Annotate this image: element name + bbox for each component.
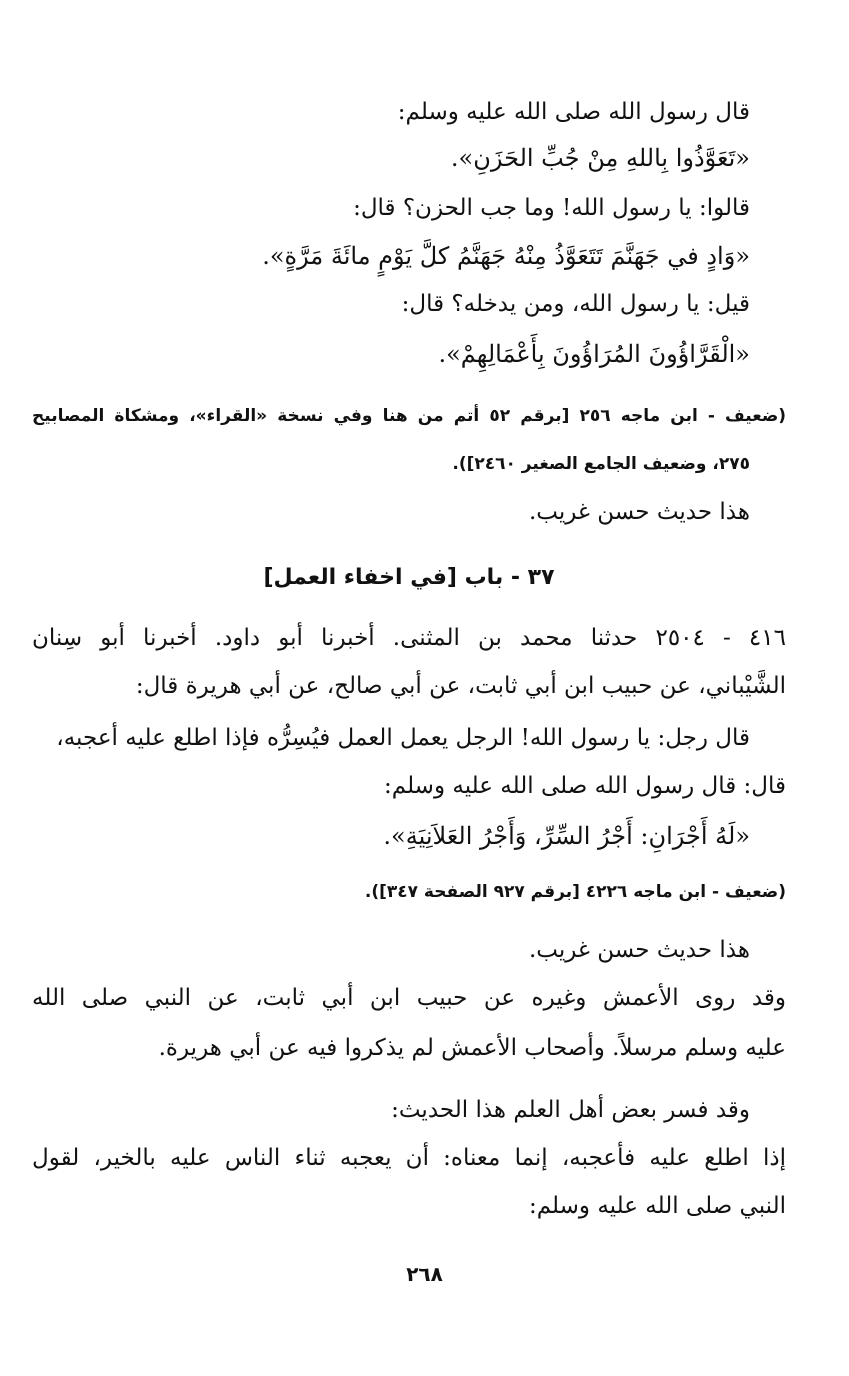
text-line: إذا اطلع عليه فأعجبه، إنما معناه: أن يعجبه ثناء الناس عليه بالخير، لقول bbox=[32, 1145, 786, 1171]
grading-note: ٢٧٥، وضعيف الجامع الصغير ٢٤٦٠]). bbox=[452, 454, 750, 474]
page-number: ٢٦٨ bbox=[406, 1262, 443, 1286]
text-line: وقد روى الأعمش وغيره عن حبيب ابن أبي ثابت، عن النبي صلى الله bbox=[32, 985, 786, 1011]
prophetic-quote: «لَهُ أَجْرَانِ: أَجْرُ السِّرِّ، وَأَجْرُ العَلاَنِيَةِ». bbox=[383, 822, 750, 850]
chapter-heading: ٣٧ - باب [في اخفاء العمل] bbox=[263, 565, 555, 590]
prophetic-quote: «تَعَوَّذُوا بِاللهِ مِنْ جُبِّ الحَزَنِ». bbox=[450, 144, 750, 172]
text-line: قالوا: يا رسول الله! وما جب الحزن؟ قال: bbox=[353, 195, 750, 221]
text-line: قال رسول الله صلى الله عليه وسلم: bbox=[397, 99, 750, 125]
isnad-line: ٤١٦ - ٢٥٠٤ حدثنا محمد بن المثنى. أخبرنا أبو داود. أخبرنا أبو سِنان bbox=[32, 625, 786, 651]
text-line: قيل: يا رسول الله، ومن يدخله؟ قال: bbox=[401, 291, 750, 317]
grading-text: هذا حديث حسن غريب. bbox=[528, 499, 750, 525]
grading-note: (ضعيف - ابن ماجه ٢٥٦ [برقم ٥٢ أتم من هنا وفي نسخة «القراء»، ومشكاة المصابيح bbox=[32, 406, 787, 426]
text-line: قال: قال رسول الله صلى الله عليه وسلم: bbox=[384, 773, 786, 799]
text-line: وقد فسر بعض أهل العلم هذا الحديث: bbox=[391, 1097, 750, 1123]
grading-note: (ضعيف - ابن ماجه ٤٢٢٦ [برقم ٩٢٧ الصفحة ٣٤٧]). bbox=[364, 882, 786, 902]
text-line: عليه وسلم مرسلاً. وأصحاب الأعمش لم يذكروا فيه عن أبي هريرة. bbox=[158, 1035, 786, 1061]
prophetic-quote: «الْقَرَّاؤُونَ المُرَاؤُونَ بِأَعْمَالِهِمْ». bbox=[438, 340, 750, 368]
isnad-line: الشَّيْباني، عن حبيب ابن أبي ثابت، عن أبي صالح، عن أبي هريرة قال: bbox=[135, 673, 786, 699]
text-line: النبي صلى الله عليه وسلم: bbox=[528, 1193, 786, 1219]
prophetic-quote: «وَادٍ في جَهَنَّمَ تَتَعَوَّذُ مِنْهُ جَهَنَّمُ كلَّ يَوْمٍ مائَةَ مَرَّةٍ». bbox=[262, 242, 750, 270]
text-line: قال رجل: يا رسول الله! الرجل يعمل العمل فيُسِرُّه فإذا اطلع عليه أعجبه، bbox=[56, 725, 750, 751]
grading-text: هذا حديث حسن غريب. bbox=[528, 937, 750, 963]
